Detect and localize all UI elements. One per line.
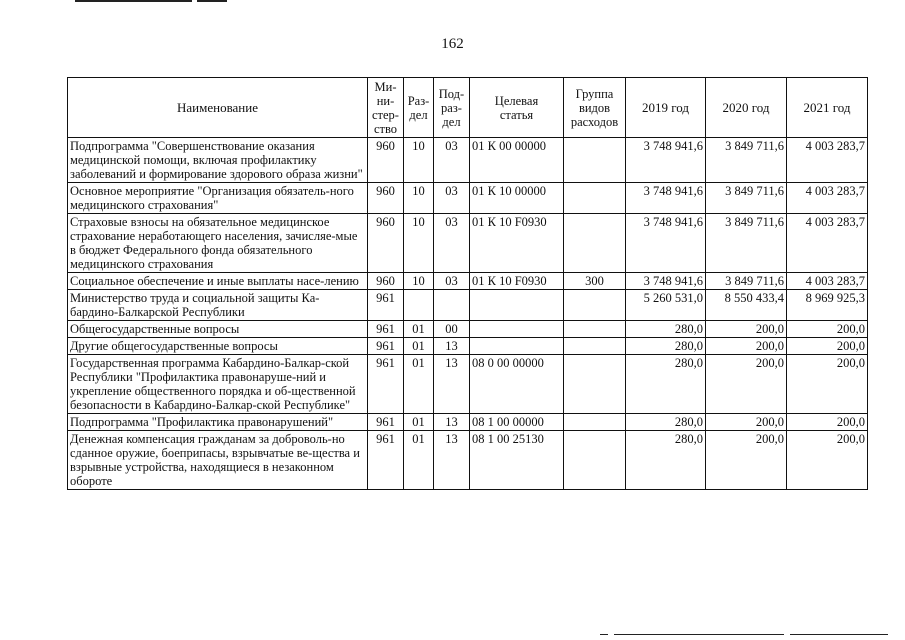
cell-2019: 3 748 941,6 <box>626 138 706 183</box>
cell-2019: 3 748 941,6 <box>626 183 706 214</box>
cell-section: 10 <box>404 138 434 183</box>
cell-2021: 200,0 <box>787 431 868 490</box>
table-body <box>68 138 868 490</box>
cell-ministry: 960 <box>368 138 404 183</box>
header-expense-group: Группа видов расходов <box>564 78 626 138</box>
cell-subsection: 00 <box>434 321 470 338</box>
table-row <box>68 431 868 490</box>
cell-section <box>404 290 434 321</box>
header-target-article: Целевая статья <box>470 78 564 138</box>
cell-subsection: 03 <box>434 138 470 183</box>
cell-section: 01 <box>404 414 434 431</box>
header-2021: 2021 год <box>787 78 868 138</box>
cell-2020: 3 849 711,6 <box>706 138 787 183</box>
cell-name: Основное мероприятие "Организация обязатель-ного медицинского страхования" <box>68 183 368 214</box>
cell-expense-group <box>564 338 626 355</box>
cell-expense-group <box>564 290 626 321</box>
cell-ministry: 961 <box>368 290 404 321</box>
cell-section: 01 <box>404 321 434 338</box>
cell-name: Подпрограмма "Профилактика правонарушений" <box>68 414 368 431</box>
header-2019: 2019 год <box>626 78 706 138</box>
cell-2019: 280,0 <box>626 431 706 490</box>
table-header-row <box>68 78 868 138</box>
cell-2020: 3 849 711,6 <box>706 273 787 290</box>
cell-target-article: 01 К 10 F0930 <box>470 273 564 290</box>
header-ministry: Ми- ни- стер- ство <box>368 78 404 138</box>
cell-subsection: 13 <box>434 431 470 490</box>
cell-subsection: 13 <box>434 355 470 414</box>
cell-2019: 280,0 <box>626 414 706 431</box>
cell-name: Общегосударственные вопросы <box>68 321 368 338</box>
cell-2021: 200,0 <box>787 321 868 338</box>
cell-subsection: 13 <box>434 414 470 431</box>
header-2020: 2020 год <box>706 78 787 138</box>
cell-2021: 200,0 <box>787 414 868 431</box>
cell-target-article: 01 К 10 00000 <box>470 183 564 214</box>
cell-2021: 200,0 <box>787 338 868 355</box>
cell-2020: 200,0 <box>706 414 787 431</box>
cell-expense-group <box>564 321 626 338</box>
table-row <box>68 214 868 273</box>
header-section: Раз- дел <box>404 78 434 138</box>
cell-subsection: 03 <box>434 214 470 273</box>
table-row <box>68 183 868 214</box>
cell-name: Другие общегосударственные вопросы <box>68 338 368 355</box>
cell-section: 10 <box>404 273 434 290</box>
page-number: 162 <box>441 36 464 52</box>
header-subsection: Под- раз- дел <box>434 78 470 138</box>
cell-2019: 3 748 941,6 <box>626 273 706 290</box>
cell-expense-group <box>564 414 626 431</box>
cell-expense-group <box>564 355 626 414</box>
cell-ministry: 960 <box>368 214 404 273</box>
cell-subsection: 03 <box>434 183 470 214</box>
cell-2021: 4 003 283,7 <box>787 214 868 273</box>
cell-target-article <box>470 338 564 355</box>
table-row <box>68 338 868 355</box>
cell-2020: 200,0 <box>706 338 787 355</box>
cell-ministry: 960 <box>368 183 404 214</box>
cell-2020: 200,0 <box>706 321 787 338</box>
cell-2021: 200,0 <box>787 355 868 414</box>
cell-2020: 3 849 711,6 <box>706 214 787 273</box>
cell-2019: 280,0 <box>626 338 706 355</box>
header-name: Наименование <box>68 78 368 138</box>
cell-target-article: 01 К 10 F0930 <box>470 214 564 273</box>
cell-name: Министерство труда и социальной защиты Ка-бардино-Балкарской Республики <box>68 290 368 321</box>
cell-section: 10 <box>404 183 434 214</box>
cell-2019: 5 260 531,0 <box>626 290 706 321</box>
table-row <box>68 355 868 414</box>
cell-section: 01 <box>404 338 434 355</box>
cell-ministry: 961 <box>368 338 404 355</box>
cell-name: Социальное обеспечение и иные выплаты насе-лению <box>68 273 368 290</box>
cell-2021: 4 003 283,7 <box>787 273 868 290</box>
cell-2019: 3 748 941,6 <box>626 214 706 273</box>
table-row <box>68 321 868 338</box>
cell-2019: 280,0 <box>626 355 706 414</box>
cell-section: 10 <box>404 214 434 273</box>
cell-expense-group <box>564 431 626 490</box>
cell-subsection: 13 <box>434 338 470 355</box>
cell-expense-group <box>564 214 626 273</box>
cell-target-article <box>470 321 564 338</box>
cell-subsection <box>434 290 470 321</box>
cell-target-article <box>470 290 564 321</box>
cell-expense-group <box>564 183 626 214</box>
cell-name: Страховые взносы на обязательное медицинское страхование неработающего населения, зачисляе-мые в бюджет Федерального фонда обязательного медицинского страхования <box>68 214 368 273</box>
cell-ministry: 960 <box>368 273 404 290</box>
cell-name: Подпрограмма "Совершенствование оказания медицинской помощи, включая профилактику заболеваний и формирование здорового образа жизни" <box>68 138 368 183</box>
cell-ministry: 961 <box>368 355 404 414</box>
cell-target-article: 08 1 00 00000 <box>470 414 564 431</box>
bottom-edge-marks <box>600 634 890 637</box>
table-row <box>68 138 868 183</box>
cell-ministry: 961 <box>368 431 404 490</box>
cell-section: 01 <box>404 431 434 490</box>
cell-target-article: 08 0 00 00000 <box>470 355 564 414</box>
cell-ministry: 961 <box>368 321 404 338</box>
cell-2019: 280,0 <box>626 321 706 338</box>
cell-2020: 200,0 <box>706 355 787 414</box>
cell-2021: 8 969 925,3 <box>787 290 868 321</box>
cell-subsection: 03 <box>434 273 470 290</box>
cell-expense-group <box>564 138 626 183</box>
cell-section: 01 <box>404 355 434 414</box>
cell-2020: 200,0 <box>706 431 787 490</box>
cell-2020: 3 849 711,6 <box>706 183 787 214</box>
cell-name: Государственная программа Кабардино-Балкар-ской Республики "Профилактика правонаруше-ний и укрепление общественного порядка и об-щественной безопасности в Кабардино-Балкар-ской Республике" <box>68 355 368 414</box>
cell-expense-group: 300 <box>564 273 626 290</box>
cell-target-article: 01 К 00 00000 <box>470 138 564 183</box>
cell-ministry: 961 <box>368 414 404 431</box>
table-row <box>68 273 868 290</box>
cell-2021: 4 003 283,7 <box>787 138 868 183</box>
cell-2021: 4 003 283,7 <box>787 183 868 214</box>
table-row <box>68 290 868 321</box>
top-edge-marks <box>75 0 235 4</box>
cell-2020: 8 550 433,4 <box>706 290 787 321</box>
cell-name: Денежная компенсация гражданам за доброволь-но сданное оружие, боеприпасы, взрывчатые ве-щества и взрывные устройства, находящиеся в незаконном обороте <box>68 431 368 490</box>
budget-table <box>67 77 868 490</box>
table-row <box>68 414 868 431</box>
cell-target-article: 08 1 00 25130 <box>470 431 564 490</box>
